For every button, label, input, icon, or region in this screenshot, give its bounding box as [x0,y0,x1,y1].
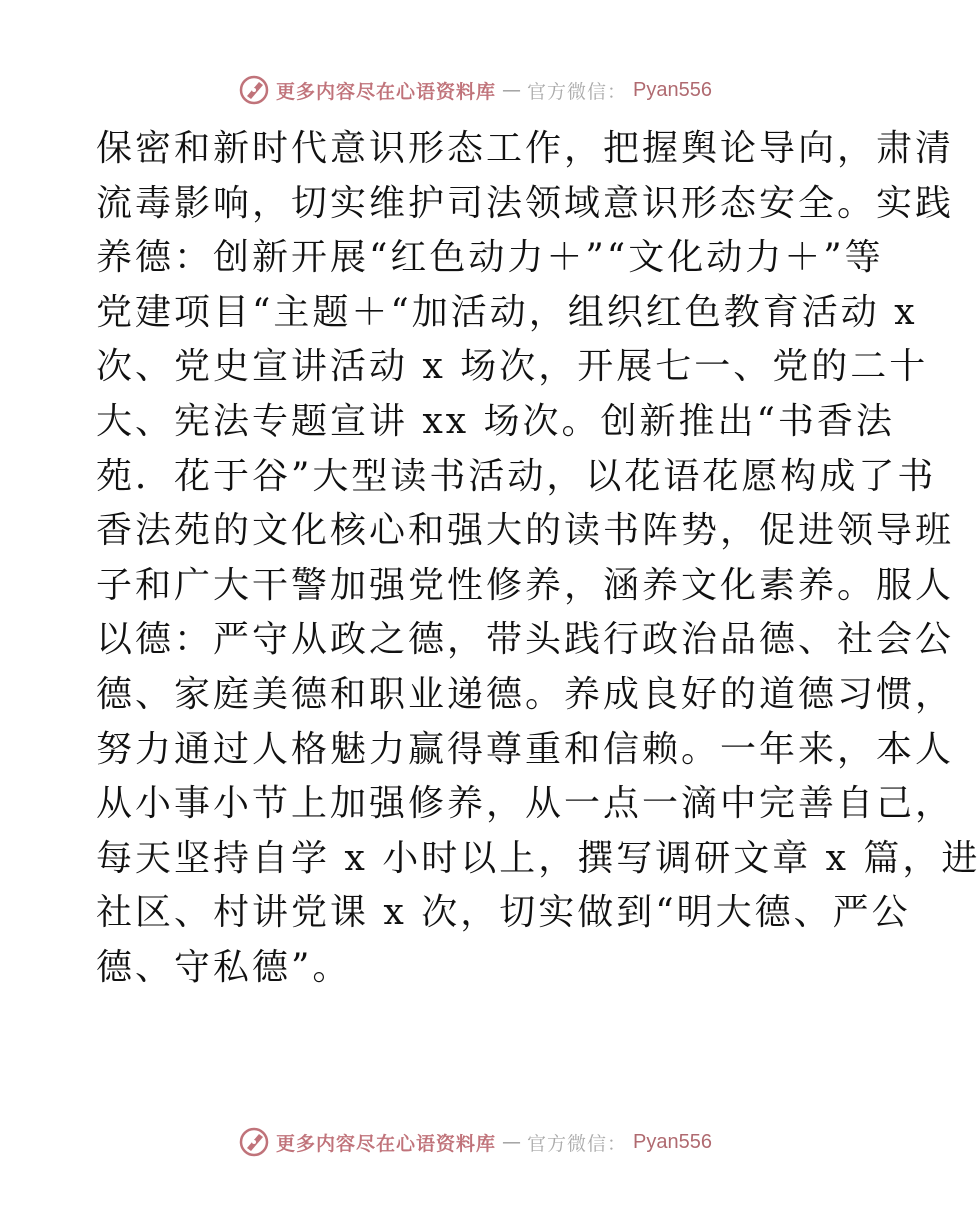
body-line: 每天坚持自学 x 小时以上，撰写调研文章 x 篇，进 [96,837,980,879]
body-line: 以德：严守从政之德，带头践行政治品德、社会公 [96,619,955,661]
watermark-separator: — [502,1131,522,1153]
pen-nib-logo-icon [238,74,270,106]
watermark-wechat-id: Pyan556 [633,1130,712,1153]
body-line: 苑．花于谷”大型读书活动，以花语花愿构成了书 [96,455,937,497]
watermark-label: 官方微信： [527,80,628,103]
watermark-separator: — [502,79,522,101]
watermark-site-text: 更多内容尽在心语资料库 [276,80,497,103]
document-body [96,122,980,996]
watermark-site-text: 更多内容尽在心语资料库 [276,1132,497,1155]
body-line: 大、宪法专题宣讲 xx 场次。创新推出“书香法 [96,400,895,442]
body-line: 从小事小节上加强修养，从一点一滴中完善自己， [96,783,955,825]
body-line: 次、党史宣讲活动 x 场次，开展七一、党的二十 [96,346,929,388]
body-line: 子和广大干警加强党性修养，涵养文化素养。服人 [96,564,955,606]
header-watermark [0,72,950,108]
body-line: 保密和新时代意识形态工作，把握舆论导向，肃清 [96,128,955,169]
footer-watermark [0,1124,950,1160]
body-line: 香法苑的文化核心和强大的读书阵势，促进领导班 [96,510,955,552]
body-line: 德、守私德”。 [96,946,352,988]
body-line: 努力通过人格魅力赢得尊重和信赖。一年来，本人 [96,728,955,770]
body-line: 党建项目“主题＋“加活动，组织红色教育活动 x [96,291,918,333]
watermark-wechat-id: Pyan556 [633,78,712,101]
body-line: 流毒影响，切实维护司法领域意识形态安全。实践 [96,182,955,224]
body-line: 德、家庭美德和职业递德。养成良好的道德习惯， [96,673,955,715]
body-line: 养德：创新开展“红色动力＋”“文化动力＋”等 [96,237,884,279]
watermark-label: 官方微信： [527,1132,628,1155]
body-line: 社区、村讲党课 x 次，切实做到“明大德、严公 [96,892,911,934]
pen-nib-logo-icon [238,1126,270,1158]
